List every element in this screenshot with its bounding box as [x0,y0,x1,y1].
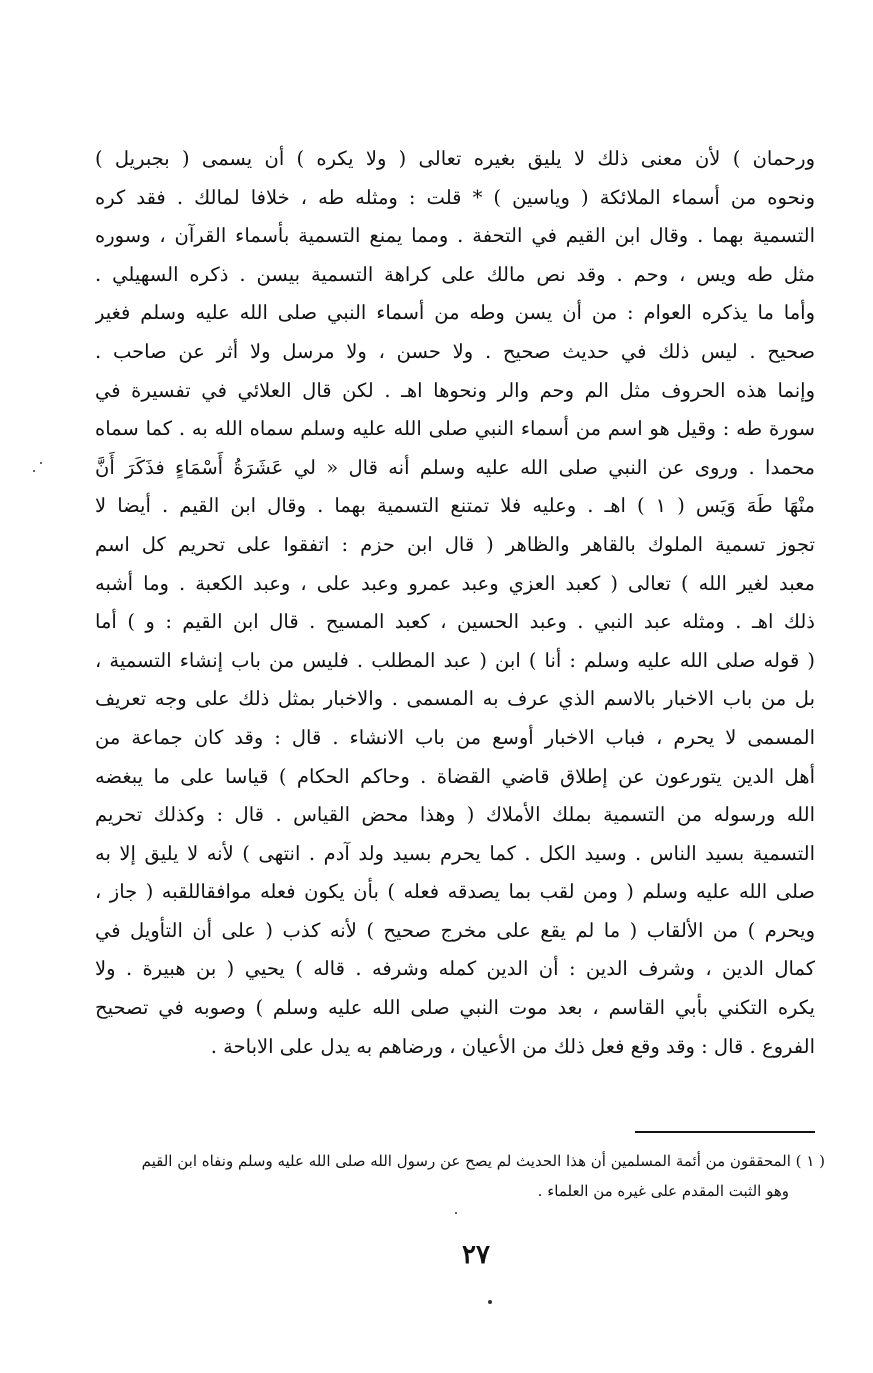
text-line-23: يكره التكني بأبي القاسم ، بعد موت النبي صلى الله عليه وسلم ) وصوبه في تصحيح [95,996,815,1020]
ink-speck [455,1212,457,1214]
text-line-8: سورة طه : وقيل هو اسم من أسماء النبي صلى الله عليه وسلم سماه الله به . كما سماه [95,417,815,441]
text-line-2: ونحوه من أسماء الملائكة ( وياسين ) * قلت : ومثله طه ، خلافا لمالك . فقد كره [95,185,815,209]
footnote-separator [635,1131,815,1133]
text-line-3: التسمية بهما . وقال ابن القيم في التحفة . ومما يمنع التسمية بأسماء القرآن ، وسوره [95,224,815,248]
text-line-13: ذلك اهـ . ومثله عبد النبي . وعبد الحسين ، كعبد المسيح . قال ابن القيم : و ) أما [95,610,815,634]
text-line-7: وإنما هذه الحروف مثل الم وحم والر ونحوها اهـ . لكن قال العلائي في تفسيرة في [95,378,815,402]
text-line-5: وأما ما يذكره العوام : من أن يسن وطه من أسماء النبي صلى الله عليه وسلم فغير [95,301,815,325]
page-number: ٢٧ [462,1240,490,1270]
text-line-22: كمال الدين ، وشرف الدين : أن الدين كمله وشرفه . قاله ) يحيي ( بن هبيرة . ولا [95,957,815,981]
text-line-15: بل من باب الاخبار بالاسم الذي عرف به المسمى . والاخبار بمثل ذلك على وجه تعريف [95,687,815,711]
footnote-1-line-2: وهو الثبت المقدم على غيره من العلماء . [537,1182,789,1200]
text-line-6: صحيح . ليس ذلك في حديث صحيح . ولا حسن ، ولا مرسل ولا أثر عن صاحب . [95,339,815,363]
text-line-19: التسمية بسيد الناس . وسيد الكل . كما يحرم بسيد ولد آدم . انتهى ) لأنه لا يليق إلا به [95,841,815,865]
text-line-11: تجوز تسمية الملوك بالقاهر والظاهر ( قال ابن حزم : اتفقوا على تحريم كل اسم [95,532,815,556]
text-line-21: ويحرم ) من الألقاب ( ما لم يقع على مخرج صحيح ) لأنه كذب ( على أن التأويل في [95,918,815,942]
text-line-1: ورحمان ) لأن معنى ذلك لا يليق بغيره تعالى ( ولا يكره ) أن يسمى ( بجبريل ) [95,147,815,170]
text-line-16: المسمى لا يحرم ، فباب الاخبار أوسع من باب الانشاء . قال : وقد كان جماعة من [95,725,815,749]
text-line-12: معبد لغير الله ) تعالى ( كعبد العزي وعبد عمرو وعبد على ، وعبد الكعبة . وما أشبه [95,571,815,595]
text-line-24: الفروع . قال : وقد وقع فعل ذلك من الأعيان ، ورضاهم به يدل على الاباحة . [210,1034,815,1058]
text-line-20: صلى الله عليه وسلم ( ومن لقب بما يصدقه فعله ) بأن يكون فعله موافقاللقبه ( جاز ، [95,880,815,904]
text-line-17: أهل الدين يتورعون عن إطلاق قاضي القضاة . وحاكم الحكام ) قياسا على ما يبغضه [95,764,815,788]
ink-speck [488,1300,492,1304]
text-line-9: محمدا . وروى عن النبي صلى الله عليه وسلم أنه قال « لي عَشَرَةُ أَسْمَاءٍ فذَكَرَ أَنَّ [95,455,815,479]
text-line-10: منْهَا طَهَ وَيَس ( ١ ) اهـ . وعليه فلا تمتنع التسمية بهما . وقال ابن القيم . أيضا لا [95,494,815,518]
footnotes-block [105,1146,825,1206]
ink-speck [33,470,35,472]
text-line-14: ( قوله صلى الله عليه وسلم : أنا ) ابن ( عبد المطلب . فليس من باب إنشاء التسمية ، [95,648,815,672]
main-text-block [95,140,815,1066]
footnote-1-line-1: ( ١ ) المحققون من أئمة المسلمين أن هذا الحديث لم يصح عن رسول الله صلى الله عليه وسلم ونفاه ابن القيم [141,1152,825,1170]
text-line-18: الله ورسوله من التسمية بملك الأملاك ( وهذا محض القياس . قال : وكذلك تحريم [95,803,815,827]
ink-speck [40,462,42,464]
text-line-4: مثل طه ويس ، وحم . وقد نص مالك على كراهة التسمية بيسن . ذكره السهيلي . [95,262,815,286]
